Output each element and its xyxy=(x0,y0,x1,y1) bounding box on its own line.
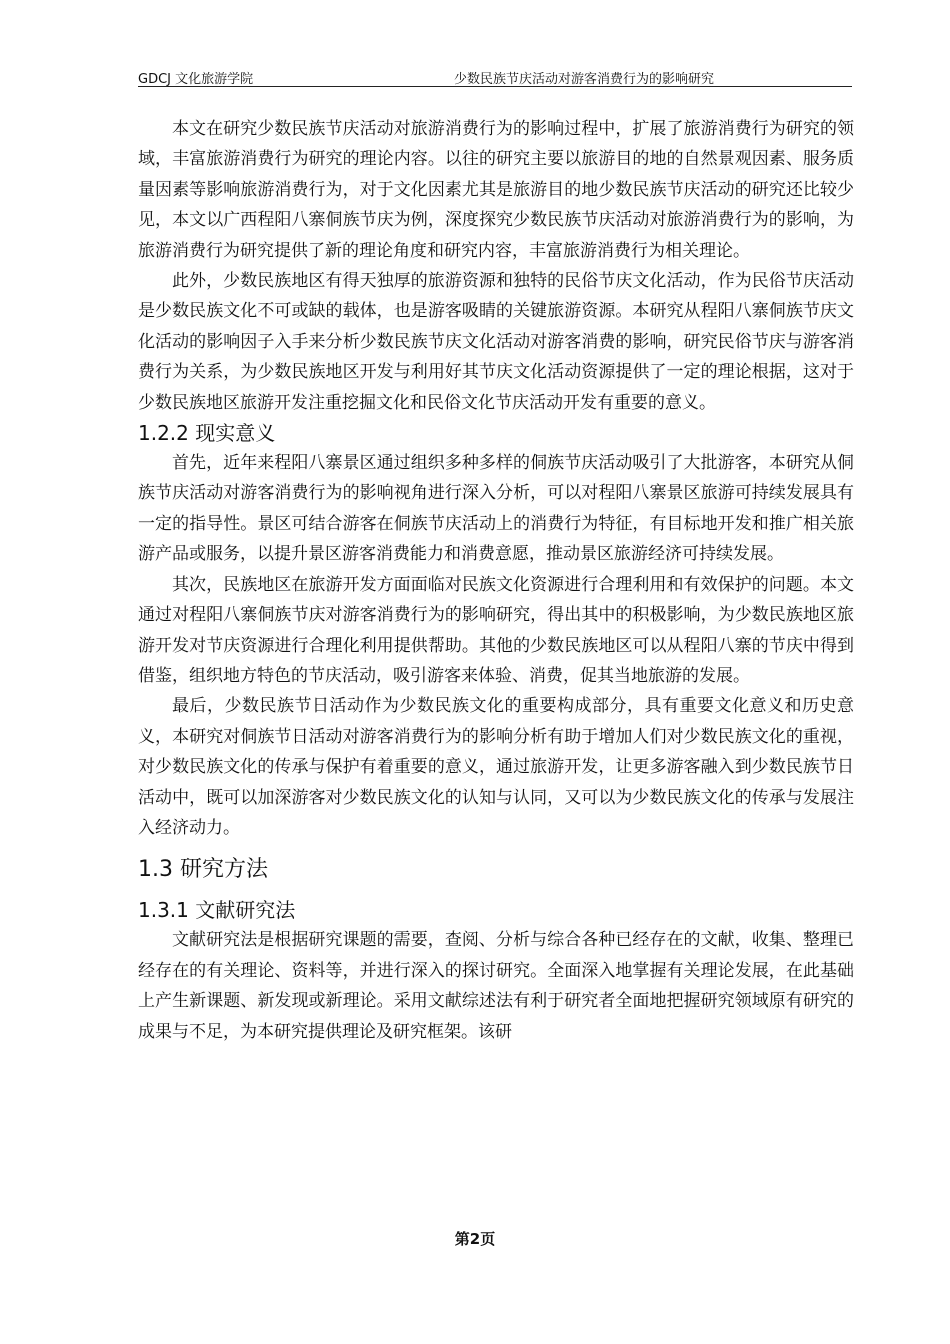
page-body xyxy=(138,114,854,1047)
paragraph-theory-2: 此外，少数民族地区有得天独厚的旅游资源和独特的民俗节庆文化活动，作为民俗节庆活动是少数民族文化不可或缺的载体，也是游客吸睛的关键旅游资源。本研究从程阳八寨侗族节庆文化活动的影响因子入手来分析少数民族节庆文化活动对游客消费的影响，研究民俗节庆与游客消费行为关系，为少数民族地区开发与利用好其节庆文化活动资源提供了一定的理论根据，这对于少数民族地区旅游开发注重挖掘文化和民俗文化节庆活动开发有重要的意义。 xyxy=(138,271,854,413)
paragraph-practical-3: 最后，少数民族节日活动作为少数民族文化的重要构成部分，具有重要文化意义和历史意义，本研究对侗族节日活动对游客消费行为的影响分析有助于增加人们对少数民族文化的重视，对少数民族文化的传承与保护有着重要的意义，通过旅游开发，让更多游客融入到少数民族节日活动中，既可以加深游客对少数民族文化的认知与认同，又可以为少数民族文化的传承与发展注入经济动力。 xyxy=(138,696,854,838)
paragraph-theory-1: 本文在研究少数民族节庆活动对旅游消费行为的影响过程中，扩展了旅游消费行为研究的领域，丰富旅游消费行为研究的理论内容。以往的研究主要以旅游目的地的自然景观因素、服务质量因素等影响旅游消费行为，对于文化因素尤其是旅游目的地少数民族节庆活动的研究还比较少见，本文以广西程阳八寨侗族节庆为例，深度探究少数民族节庆活动对旅游消费行为的影响，为旅游消费行为研究提供了新的理论角度和研究内容，丰富旅游消费行为相关理论。 xyxy=(138,119,854,261)
header-institution: GDCJ 文化旅游学院 xyxy=(138,72,254,87)
header-paper-title: 少数民族节庆活动对游客消费行为的影响研究 xyxy=(454,72,715,87)
page-number: 第2页 xyxy=(454,1230,496,1248)
page-header xyxy=(138,64,852,87)
section-heading-1-2-2: 1.2.2 现实意义 xyxy=(138,421,276,446)
section-heading-1-3-1: 1.3.1 文献研究法 xyxy=(138,898,296,923)
paragraph-practical-2: 其次，民族地区在旅游开发方面面临对民族文化资源进行合理利用和有效保护的问题。本文通过对程阳八寨侗族节庆对游客消费行为的影响研究，得出其中的积极影响，为少数民族地区旅游开发对节庆资源进行合理化利用提供帮助。其他的少数民族地区可以从程阳八寨的节庆中得到借鉴，组织地方特色的节庆活动，吸引游客来体验、消费，促其当地旅游的发展。 xyxy=(138,574,854,686)
paragraph-practical-1: 首先，近年来程阳八寨景区通过组织多种多样的侗族节庆活动吸引了大批游客，本研究从侗族节庆活动对游客消费行为的影响视角进行深入分析，可以对程阳八寨景区旅游可持续发展具有一定的指导性。景区可结合游客在侗族节庆活动上的消费行为特征，有目标地开发和推广相关旅游产品或服务，以提升景区游客消费能力和消费意愿，推动景区旅游经济可持续发展。 xyxy=(138,453,854,565)
paragraph-literature-method: 文献研究法是根据研究课题的需要，查阅、分析与综合各种已经存在的文献，收集、整理已经存在的有关理论、资料等，并进行深入的探讨研究。全面深入地掌握有关理论发展，在此基础上产生新课题、新发现或新理论。采用文献综述法有利于研究者全面地把握研究领域原有研究的成果与不足，为本研究提供理论及研究框架。该研 xyxy=(138,930,854,1042)
section-heading-1-3: 1.3 研究方法 xyxy=(138,857,268,883)
